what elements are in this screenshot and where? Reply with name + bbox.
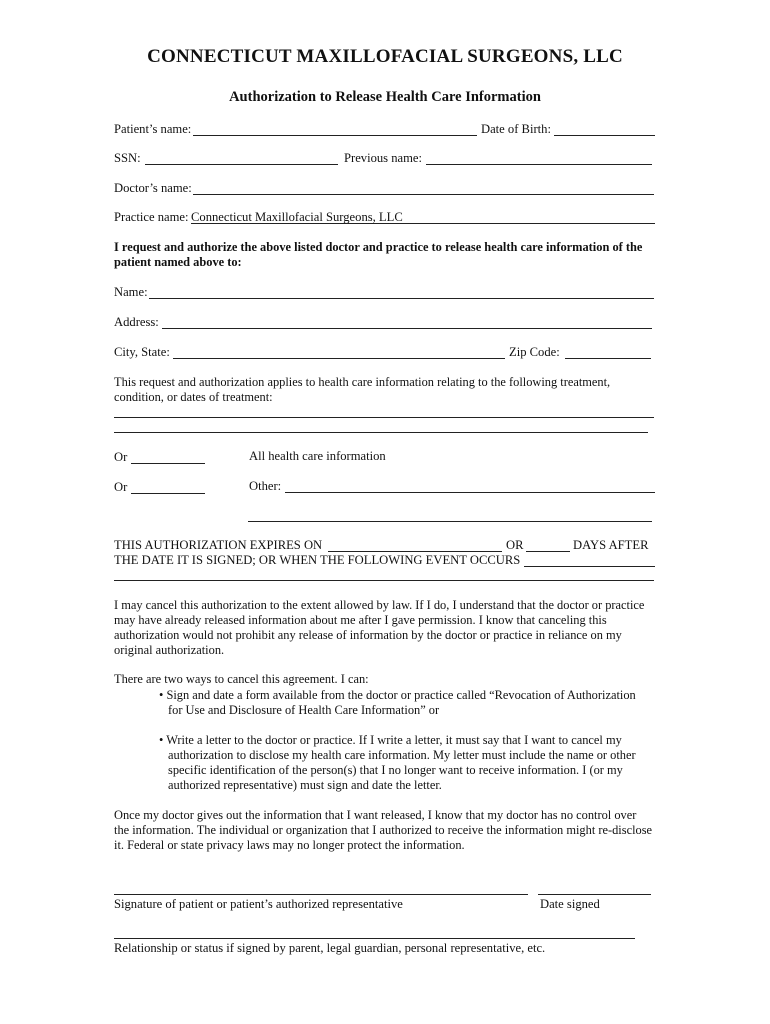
patient-name-label: Patient’s name: [114,122,192,136]
recipient-name-label: Name: [114,285,148,299]
relationship-field[interactable] [114,938,635,939]
all-info-label: All health care information [249,449,386,463]
other-field-line-2[interactable] [248,521,652,522]
practice-name-field[interactable] [191,223,655,224]
days-after-label: DAYS AFTER [573,538,649,552]
days-after-field[interactable] [526,551,570,552]
recipient-name-field[interactable] [149,298,654,299]
previous-name-field[interactable] [426,164,652,165]
expires-on-field[interactable] [328,551,502,552]
form-title: Authorization to Release Health Care Information [229,89,541,105]
city-state-field[interactable] [173,358,505,359]
way-item-1: • Sign and date a form available from the doctor or practice called “Revocation of Authorization for Use and Disclosure of Health Care Information” or [159,688,636,717]
event-field-line-2[interactable] [114,580,654,581]
or-label-2: Or [114,480,128,494]
control-paragraph: Once my doctor gives out the information that I want released, I know that my doctor has no control over the information. The individual or organization that I authorized to receive the information might re-disclose it. Federal or state privacy laws may no longer protect the information. [114,808,653,852]
address-field[interactable] [162,328,652,329]
ssn-label: SSN: [114,151,141,165]
event-field[interactable] [524,566,655,567]
date-signed-label: Date signed [540,897,600,911]
treatment-statement: This request and authorization applies to health care information relating to the following treatment, condition, or dates of treatment: [114,375,611,404]
relationship-label: Relationship or status if signed by parent, legal guardian, personal representative, etc. [114,941,546,955]
zip-label: Zip Code: [509,345,560,359]
practice-name-label: Practice name: [114,210,189,224]
or-label-1: Or [114,450,128,464]
way-item-2-text: Write a letter to the doctor or practice. If I write a letter, it must say that I want to cancel my authorization to disclose my health care information. My letter must include the name or other specific identification of the person(s) that I no longer want to receive information. I (or my authorized representative) must sign and date the letter. [166,733,636,792]
city-state-label: City, State: [114,345,170,359]
signature-field[interactable] [114,894,528,895]
zip-field[interactable] [565,358,651,359]
patient-name-field[interactable] [193,135,477,136]
org-name: CONNECTICUT MAXILLOFACIAL SURGEONS, LLC [147,46,623,67]
other-checkbox-line[interactable] [131,493,205,494]
signature-label: Signature of patient or patient’s authorized representative [114,897,403,911]
practice-name-value: Connecticut Maxillofacial Surgeons, LLC [191,210,403,224]
expires-event-label: THE DATE IT IS SIGNED; OR WHEN THE FOLLOWING EVENT OCCURS [114,553,521,567]
treatment-line-1[interactable] [114,417,654,418]
all-info-checkbox-line[interactable] [131,463,205,464]
cancel-paragraph: I may cancel this authorization to the extent allowed by law. If I do, I understand that the doctor or practice may have already released information about me after I gave permission. I know that canceling this authorization would not prohibit any release of information by the doctor or practice in reliance on my original authorization. [114,598,645,657]
other-field[interactable] [285,492,655,493]
way-item-1-text: Sign and date a form available from the doctor or practice called “Revocation of Authorization for Use and Disclosure of Health Care Information” or [166,688,636,717]
treatment-line-2[interactable] [114,432,648,433]
way-item-2: • Write a letter to the doctor or practice. If I write a letter, it must say that I want to cancel my authorization to disclose my health care information. My letter must include the name or other specific identification of the person(s) that I no longer want to receive information. I (or my authorized representative) must sign and date the letter. [159,733,636,792]
doctor-name-label: Doctor’s name: [114,181,192,195]
expires-on-label: THIS AUTHORIZATION EXPIRES ON [114,538,323,552]
dob-field[interactable] [554,135,655,136]
doctor-name-field[interactable] [193,194,654,195]
dob-label: Date of Birth: [481,122,551,136]
ways-intro: There are two ways to cancel this agreement. I can: [114,672,369,686]
request-statement: I request and authorize the above listed doctor and practice to release health care information of the patient named above to: [114,240,643,269]
expires-or-label: OR [506,538,524,552]
previous-name-label: Previous name: [344,151,422,165]
other-label: Other: [249,479,282,493]
date-signed-field[interactable] [538,894,651,895]
ssn-field[interactable] [145,164,338,165]
address-label: Address: [114,315,159,329]
